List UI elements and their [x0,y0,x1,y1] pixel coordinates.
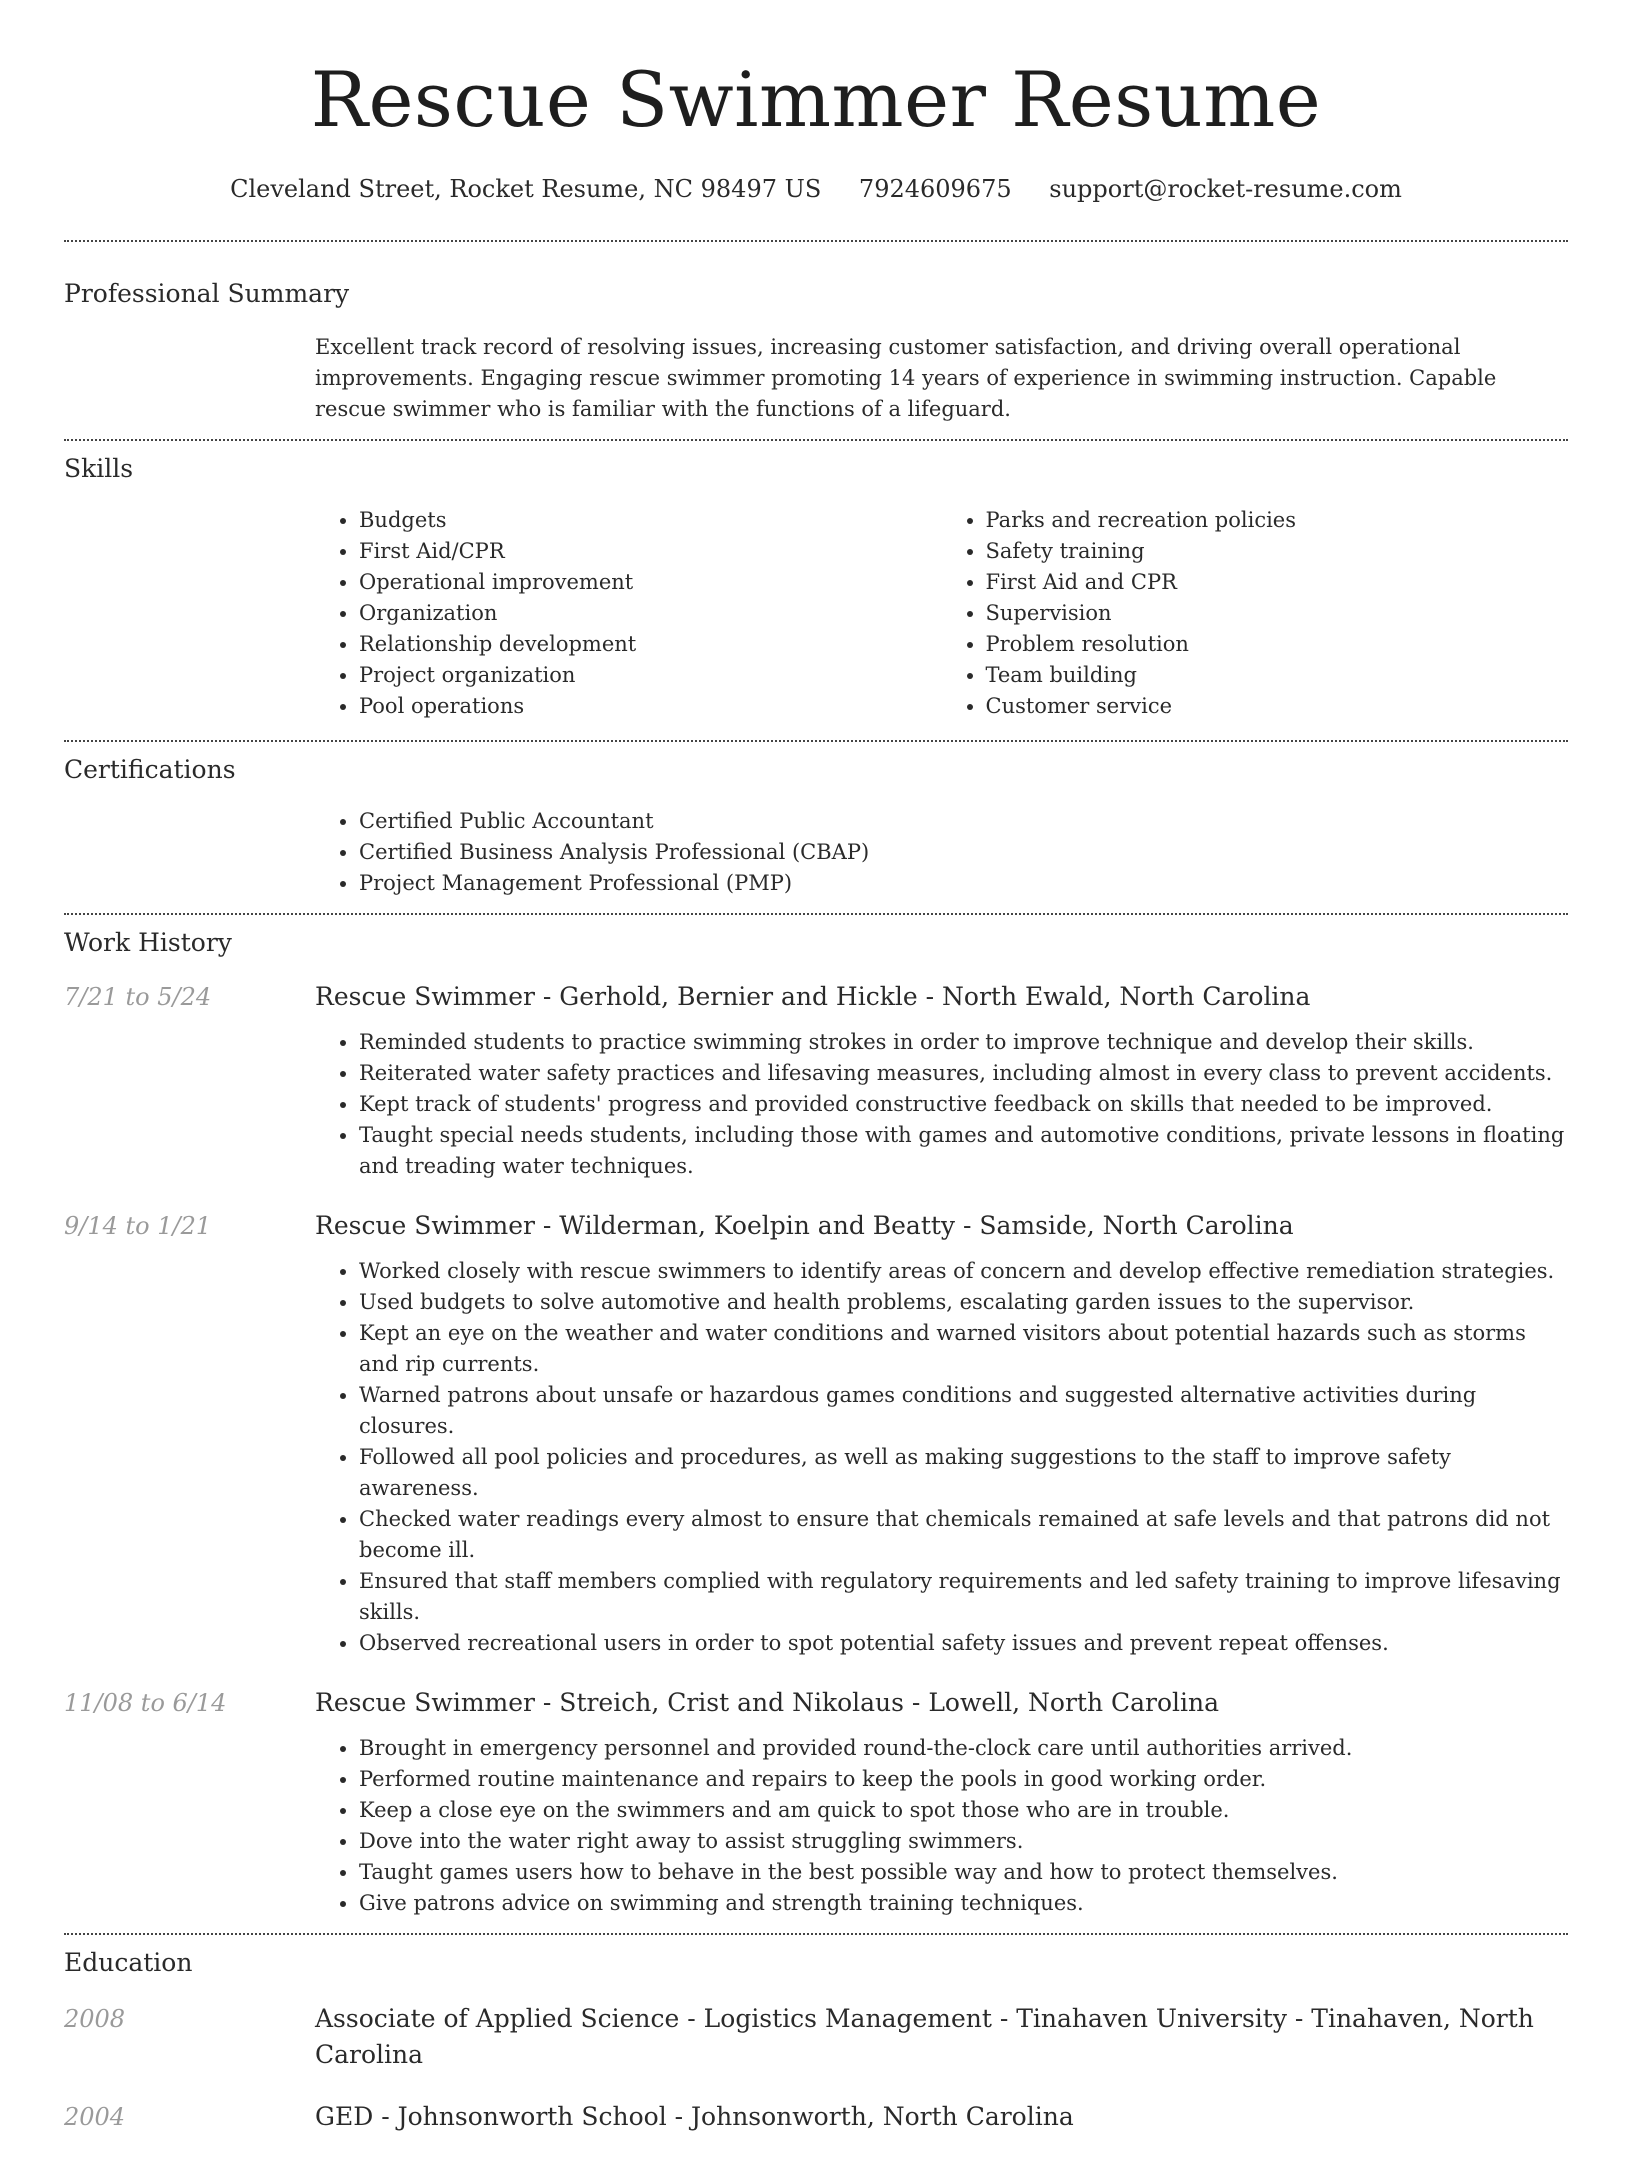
skill-item: • Organization [359,598,942,629]
work-section [64,915,1568,1933]
job-dates: 11/08 to 6/14 [64,1689,227,1717]
education-body [315,2001,1568,2073]
certifications-heading: Certifications [64,755,236,784]
contact-address: Cleveland Street, Rocket Resume, NC 98497 US [230,175,822,203]
work-jobs [64,979,1568,1933]
contact-email: support@rocket-resume.com [1049,175,1402,203]
education-section [64,1935,1568,2135]
skill-item: • Budgets [359,505,942,536]
skill-item: • Pool operations [359,691,942,722]
job-bullet: • Checked water readings every almost to ensure that chemicals remained at safe levels and that patrons did not become ill. [359,1504,1568,1566]
job-body [315,1685,1568,1919]
job-bullet: • Taught games users how to behave in the best possible way and how to protect themselves. [359,1857,1568,1888]
job-bullets [315,1027,1568,1182]
summary-section [64,242,1568,439]
skill-item: • Operational improvement [359,567,942,598]
job-bullet: • Followed all pool policies and procedures, as well as making suggestions to the staff to improve safety awareness. [359,1442,1568,1504]
job-bullet: • Taught special needs students, including those with games and automotive conditions, private lessons in floating and treading water techniques. [359,1120,1568,1182]
job-bullet: • Reminded students to practice swimming strokes in order to improve technique and develop their skills. [359,1027,1568,1058]
job-body [315,1208,1568,1659]
job-bullet: • Reiterated water safety practices and lifesaving measures, including almost in every class to prevent accidents. [359,1058,1568,1089]
skills-list-left [315,505,942,722]
education-heading: Education [64,1948,193,1977]
job-dates: 9/14 to 1/21 [64,1212,212,1240]
skills-heading: Skills [64,454,134,483]
education-entries [64,2001,1568,2135]
skill-item: • First Aid and CPR [986,567,1569,598]
skill-item: • Relationship development [359,629,942,660]
job-dates: 7/21 to 5/24 [64,983,212,1011]
skills-list-right [942,505,1569,722]
job-title: Rescue Swimmer - Wilderman, Koelpin and Beatty - Samside, North Carolina [315,1211,1294,1240]
job-title: Rescue Swimmer - Streich, Crist and Nikolaus - Lowell, North Carolina [315,1688,1220,1717]
summary-text: Excellent track record of resolving issues, increasing customer satisfaction, and driving overall operational improvements. Engaging rescue swimmer promoting 14 years of experience in swimming instruction. Capable rescue swimmer who is familiar with the functions of a lifeguard. [315,335,1497,421]
skill-item: • Parks and recreation policies [986,505,1569,536]
skill-item: • Safety training [986,536,1569,567]
skill-item: • Problem resolution [986,629,1569,660]
job-bullet: • Ensured that staff members complied with regulatory requirements and led safety training to improve lifesaving skills. [359,1566,1568,1628]
skill-item: • Team building [986,660,1569,691]
skill-item: • Supervision [986,598,1569,629]
education-title: GED - Johnsonworth School - Johnsonworth, North Carolina [315,2102,1074,2131]
certifications-content [315,806,1568,913]
skill-item: • Customer service [986,691,1569,722]
work-heading: Work History [64,928,232,957]
job-title: Rescue Swimmer - Gerhold, Bernier and Hickle - North Ewald, North Carolina [315,982,1311,1011]
education-title: Associate of Applied Science - Logistics Management - Tinahaven University - Tinahaven, North Carolina [315,2004,1534,2069]
job-bullets [315,1733,1568,1919]
job-bullet: • Keep a close eye on the swimmers and am quick to spot those who are in trouble. [359,1795,1568,1826]
education-year: 2004 [64,2103,126,2131]
education-body [315,2099,1568,2135]
summary-heading: Professional Summary [64,279,350,308]
job-bullet: • Observed recreational users in order to spot potential safety issues and prevent repeat offenses. [359,1628,1568,1659]
job-bullet: • Give patrons advice on swimming and strength training techniques. [359,1888,1568,1919]
skill-item: • First Aid/CPR [359,536,942,567]
contact-line [64,174,1568,204]
job-entry [64,979,1568,1182]
certifications-list [315,806,1568,899]
job-entry [64,1208,1568,1659]
job-bullet: • Dove into the water right away to assist struggling swimmers. [359,1826,1568,1857]
job-bullet: • Kept track of students' progress and provided constructive feedback on skills that needed to be improved. [359,1089,1568,1120]
job-body [315,979,1568,1182]
education-entry [64,2001,1568,2073]
education-entry [64,2099,1568,2135]
resume-page [64,0,1568,2161]
skills-section [64,441,1568,740]
certification-item: • Certified Business Analysis Professional (CBAP) [359,837,1568,868]
certification-item: • Certified Public Accountant [359,806,1568,837]
job-bullet: • Warned patrons about unsafe or hazardous games conditions and suggested alternative activities during closures. [359,1380,1568,1442]
job-bullet: • Brought in emergency personnel and provided round-the-clock care until authorities arrived. [359,1733,1568,1764]
contact-phone: 7924609675 [858,175,1012,203]
job-bullet: • Used budgets to solve automotive and health problems, escalating garden issues to the supervisor. [359,1287,1568,1318]
resume-title: Rescue Swimmer Resume [310,55,1322,144]
job-bullet: • Kept an eye on the weather and water conditions and warned visitors about potential hazards such as storms and rip currents. [359,1318,1568,1380]
education-year: 2008 [64,2005,126,2033]
job-bullets [315,1256,1568,1659]
job-bullet: • Worked closely with rescue swimmers to identify areas of concern and develop effective remediation strategies. [359,1256,1568,1287]
skill-item: • Project organization [359,660,942,691]
certifications-section [64,742,1568,913]
skills-columns [315,505,1568,740]
certification-item: • Project Management Professional (PMP) [359,868,1568,899]
job-entry [64,1685,1568,1919]
job-bullet: • Performed routine maintenance and repairs to keep the pools in good working order. [359,1764,1568,1795]
